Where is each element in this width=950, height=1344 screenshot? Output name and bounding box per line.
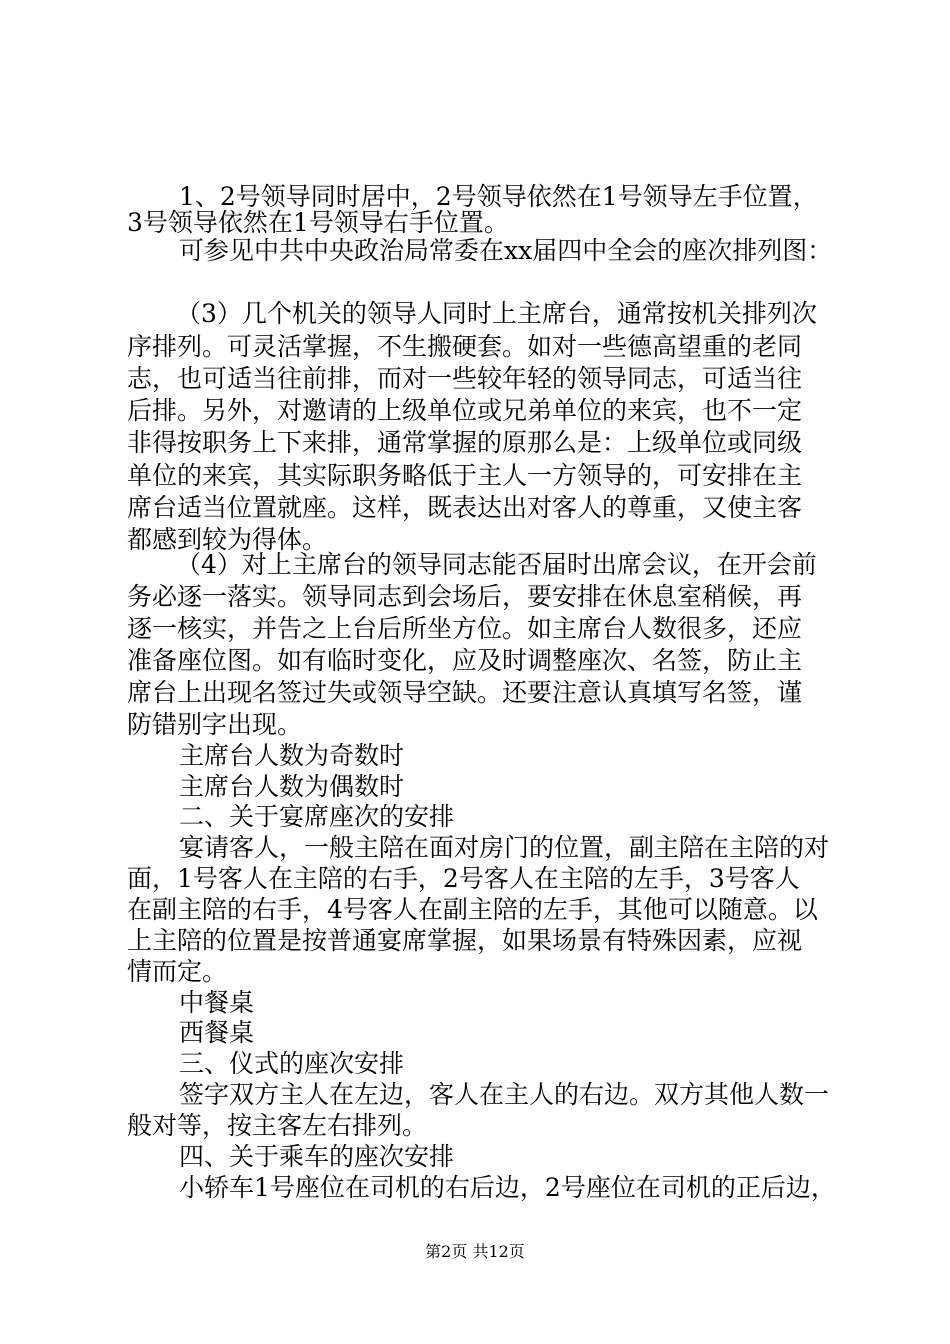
text-line-29: 签字双方主人在左边，客人在主人的右边。双方其他人数一 xyxy=(179,1080,830,1109)
text-line-1: 1、2号领导同时居中，2号领导依然在1号领导左手位置， xyxy=(179,182,818,211)
text-line-22: 面，1号客人在主陪的右手，2号客人在主陪的左手，3号客人 xyxy=(127,864,800,893)
text-line-26: 中餐桌 xyxy=(179,988,255,1017)
text-line-32: 小轿车1号座位在司机的右后边，2号座位在司机的正后边， xyxy=(179,1173,836,1202)
text-line-19: 主席台人数为偶数时 xyxy=(179,772,405,801)
text-line-25: 情而定。 xyxy=(127,957,228,986)
text-line-16: 席台上出现名签过失或领导空缺。还要注意认真填写名签，谨 xyxy=(127,678,803,707)
text-line-4: （3）几个机关的领导人同时上主席台，通常按机关排列次 xyxy=(176,299,817,328)
text-line-2: 3号领导依然在1号领导右手位置。 xyxy=(127,208,509,237)
text-line-7: 后排。另外，对邀请的上级单位或兄弟单位的来宾，也不一定 xyxy=(127,396,803,425)
text-line-10: 席台适当位置就座。这样，既表达出对客人的尊重，又使主客 xyxy=(127,493,803,522)
text-line-3: 可参见中共中央政治局常委在xx届四中全会的座次排列图： xyxy=(179,236,833,265)
text-line-5: 序排列。可灵活掌握，不生搬硬套。如对一些德高望重的老同 xyxy=(127,332,803,361)
section-heading-2: 二、关于宴席座次的安排 xyxy=(179,802,455,831)
text-line-11: 都感到较为得体。 xyxy=(127,525,328,554)
page-number-footer: 第2页 共12页 xyxy=(425,1242,525,1261)
text-line-14: 逐一核实，并告之上台后所坐方位。如主席台人数很多，还应 xyxy=(127,614,803,643)
text-line-13: 务必逐一落实。领导同志到会场后，要安排在休息室稍候，再 xyxy=(127,582,803,611)
text-line-23: 在副主陪的右手，4号客人在副主陪的左手，其他可以随意。以 xyxy=(127,895,818,924)
text-line-17: 防错别字出现。 xyxy=(127,710,303,739)
text-line-27: 西餐桌 xyxy=(179,1018,255,1047)
text-line-12: （4）对上主席台的领导同志能否届时出席会议，在开会前 xyxy=(176,550,817,579)
text-line-9: 单位的来宾，其实际职务略低于主人一方领导的，可安排在主 xyxy=(127,461,803,490)
section-heading-4: 四、关于乘车的座次安排 xyxy=(179,1142,455,1171)
text-line-6: 志，也可适当往前排，而对一些较年轻的领导同志，可适当往 xyxy=(127,364,803,393)
text-line-18: 主席台人数为奇数时 xyxy=(179,741,405,770)
text-line-21: 宴请客人，一般主陪在面对房门的位置，副主陪在主陪的对 xyxy=(179,833,830,862)
text-line-24: 上主陪的位置是按普通宴席掌握，如果场景有特殊因素，应视 xyxy=(127,926,803,955)
text-line-8: 非得按职务上下来排，通常掌握的原那么是：上级单位或同级 xyxy=(127,428,803,457)
text-line-15: 准备座位图。如有临时变化，应及时调整座次、名签，防止主 xyxy=(127,646,803,675)
text-line-30: 般对等，按主客左右排列。 xyxy=(127,1111,428,1140)
section-heading-3: 三、仪式的座次安排 xyxy=(179,1049,405,1078)
